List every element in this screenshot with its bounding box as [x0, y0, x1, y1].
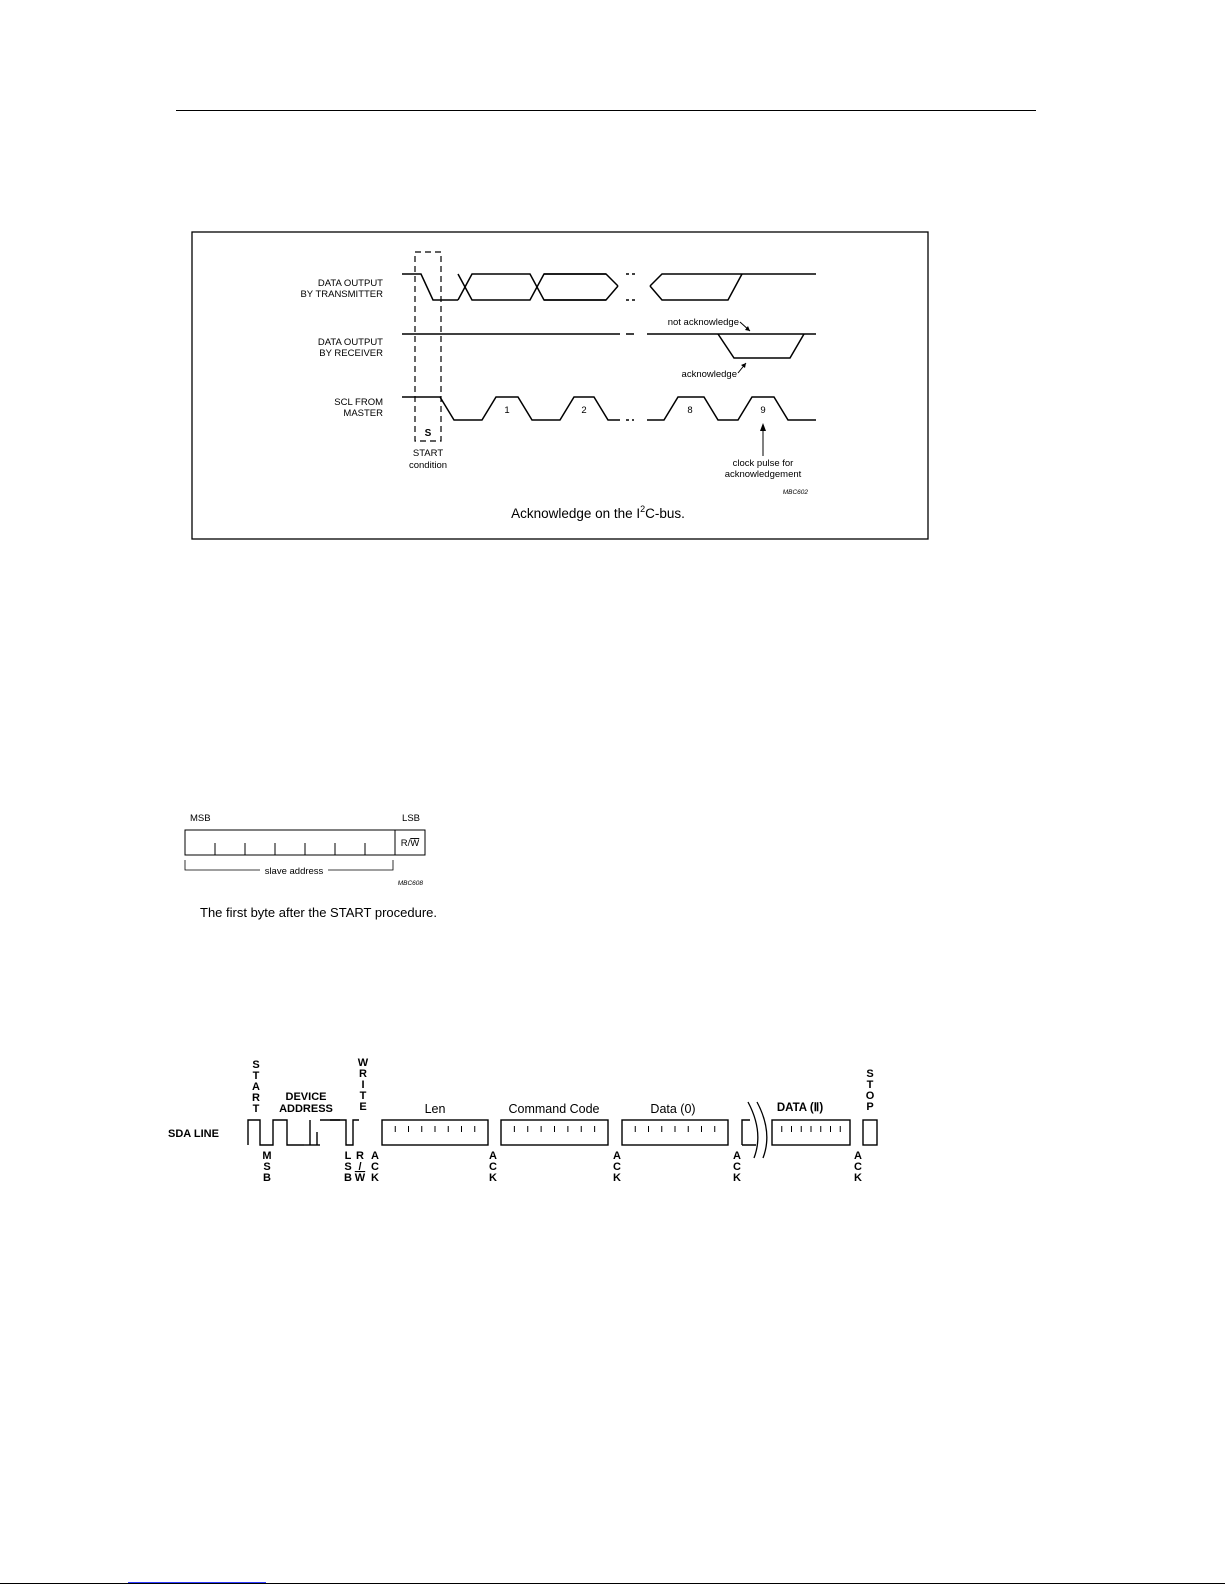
- first-byte-figure: [180, 808, 480, 926]
- pulse-annotation: [725, 423, 802, 480]
- label-transmitter-2: BY TRANSMITTER: [300, 289, 383, 300]
- device-address-1: DEVICE: [285, 1091, 327, 1103]
- byte-field-box: [772, 1120, 850, 1145]
- break-marks: [748, 1102, 767, 1158]
- footer-rule: [0, 1583, 1225, 1584]
- sda-sequence-figure: [160, 1050, 900, 1195]
- byte-field-box: [622, 1120, 728, 1145]
- ack-vertical-label: A C K: [733, 1150, 741, 1184]
- start-letter: S: [424, 428, 432, 439]
- start-vertical-label: S T A R T: [252, 1059, 260, 1115]
- clock-number-8: 8: [687, 405, 693, 416]
- address-waveform: [248, 1120, 359, 1145]
- clock-numbers: [504, 405, 765, 416]
- ack-label: acknowledge: [681, 369, 737, 380]
- pre-break-segment: [742, 1120, 756, 1145]
- clock-number-1: 1: [504, 405, 510, 416]
- transmitter-waveform: [402, 274, 816, 300]
- label-receiver-1: DATA OUTPUT: [317, 337, 383, 348]
- byte-fields: [382, 1120, 850, 1145]
- write-vertical-label: W R I T E: [357, 1057, 369, 1113]
- pulse-label-2: acknowledgement: [724, 469, 802, 480]
- rw-label: R/W: [400, 838, 420, 849]
- scl-waveform: [402, 397, 816, 420]
- ack-annotation: [682, 363, 746, 380]
- figure-code: MBC602: [782, 489, 808, 496]
- ack-vertical-label: A C K: [854, 1150, 862, 1184]
- not-ack-annotation: [668, 317, 750, 331]
- byte-field-box: [382, 1120, 488, 1145]
- label-scl-2: MASTER: [343, 408, 383, 419]
- ack-vertical-label: A C K: [489, 1150, 497, 1184]
- receiver-waveform: [402, 334, 816, 358]
- sda-line-label: SDA LINE: [168, 1128, 219, 1140]
- not-ack-label: not acknowledge: [667, 317, 739, 328]
- clock-number-2: 2: [581, 405, 587, 416]
- ack-timing-figure: [190, 230, 930, 542]
- field-data0-label: Data (0): [650, 1102, 696, 1116]
- field-command-label: Command Code: [508, 1102, 600, 1116]
- field-datan-label: DATA (Ⅱ): [776, 1102, 824, 1114]
- device-address-2: ADDRESS: [279, 1103, 333, 1115]
- bit-ticks: [215, 830, 395, 855]
- label-transmitter-1: DATA OUTPUT: [317, 278, 383, 289]
- ack-figure-caption: Acknowledge on the $I^2C$-bus.: [511, 504, 685, 521]
- lsb-vertical-label: L S B: [344, 1150, 352, 1184]
- ack-vertical-label: A C K: [371, 1150, 379, 1184]
- lsb-label: LSB: [402, 813, 420, 824]
- header-rule: [176, 110, 1036, 111]
- stop-vertical-label: S T O P: [865, 1068, 875, 1113]
- msb-vertical-label: M S B: [262, 1150, 272, 1184]
- figure-frame: [192, 232, 928, 539]
- msb-label: MSB: [190, 813, 211, 824]
- start-label-2: condition: [408, 460, 448, 471]
- byte-field-box: [501, 1120, 608, 1145]
- signal-labels: [300, 278, 383, 419]
- slave-address-label: slave address: [264, 866, 324, 877]
- label-scl-1: SCL FROM: [334, 397, 383, 408]
- rw-vertical-label: R / W: [354, 1150, 366, 1184]
- pulse-label-1: clock pulse for: [732, 458, 794, 469]
- byte-figure-caption: The first byte after the START procedure.: [200, 905, 437, 920]
- byte-figure-code: MBC608: [397, 880, 423, 887]
- start-dashed-box: [415, 252, 441, 441]
- field-len-label: Len: [424, 1102, 446, 1116]
- ack-vertical-label: A C K: [613, 1150, 621, 1184]
- stop-box: [863, 1120, 877, 1145]
- label-receiver-2: BY RECEIVER: [319, 348, 383, 359]
- start-label-1: START: [412, 448, 444, 459]
- clock-number-9: 9: [760, 405, 766, 416]
